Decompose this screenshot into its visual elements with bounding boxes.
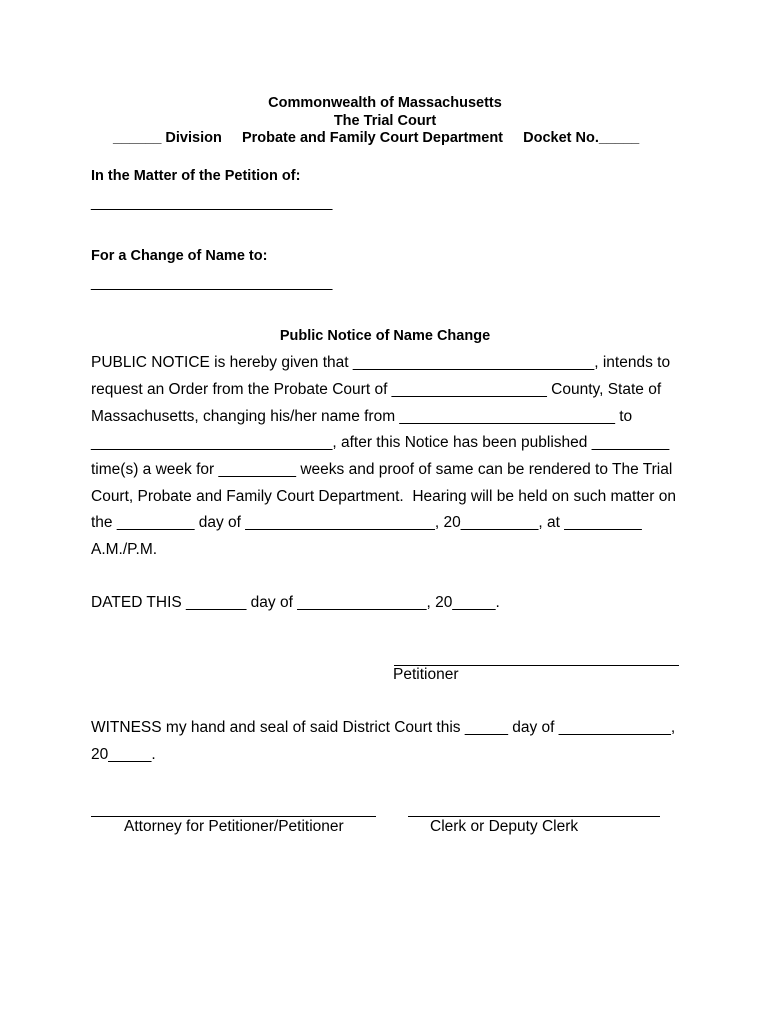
notice-line: Massachusetts, changing his/her name from _________________________ to <box>91 408 633 425</box>
dated-line: DATED THIS _______ day of _______________, 20_____. <box>91 594 500 611</box>
notice-line: request an Order from the Probate Court of __________________ County, State of <box>91 381 662 398</box>
clerk-label: Clerk or Deputy Clerk <box>430 818 579 835</box>
petitioner-name-blank: ____________________________ <box>91 194 333 211</box>
notice-title: Public Notice of Name Change <box>279 328 491 344</box>
notice-line: Court, Probate and Family Court Department. Hearing will be held on such matter on <box>91 488 676 505</box>
change-of-name-label: For a Change of Name to: <box>91 248 268 264</box>
attorney-label: Attorney for Petitioner/Petitioner <box>124 818 344 835</box>
notice-line: time(s) a week for _________ weeks and proof of same can be rendered to The Trial <box>91 461 673 478</box>
notice-line: the _________ day of ______________________, 20_________, at _________ <box>91 514 642 531</box>
header-commonwealth: Commonwealth of Massachusetts <box>268 95 502 111</box>
header-trial-court: The Trial Court <box>333 113 437 129</box>
notice-line: PUBLIC NOTICE is hereby given that ____________________________, intends to <box>91 354 671 371</box>
new-name-blank: ____________________________ <box>91 274 333 291</box>
petitioner-label: Petitioner <box>393 666 459 683</box>
notice-line: ____________________________, after this Notice has been published _________ <box>91 434 670 451</box>
witness-year-line: 20_____. <box>91 746 156 763</box>
witness-line: WITNESS my hand and seal of said District Court this _____ day of _____________, <box>91 719 676 736</box>
petition-of-label: In the Matter of the Petition of: <box>91 168 301 184</box>
notice-line: A.M./P.M. <box>91 541 158 558</box>
header-division-docket: ______ Division Probate and Family Court Department Docket No._____ <box>113 130 640 146</box>
